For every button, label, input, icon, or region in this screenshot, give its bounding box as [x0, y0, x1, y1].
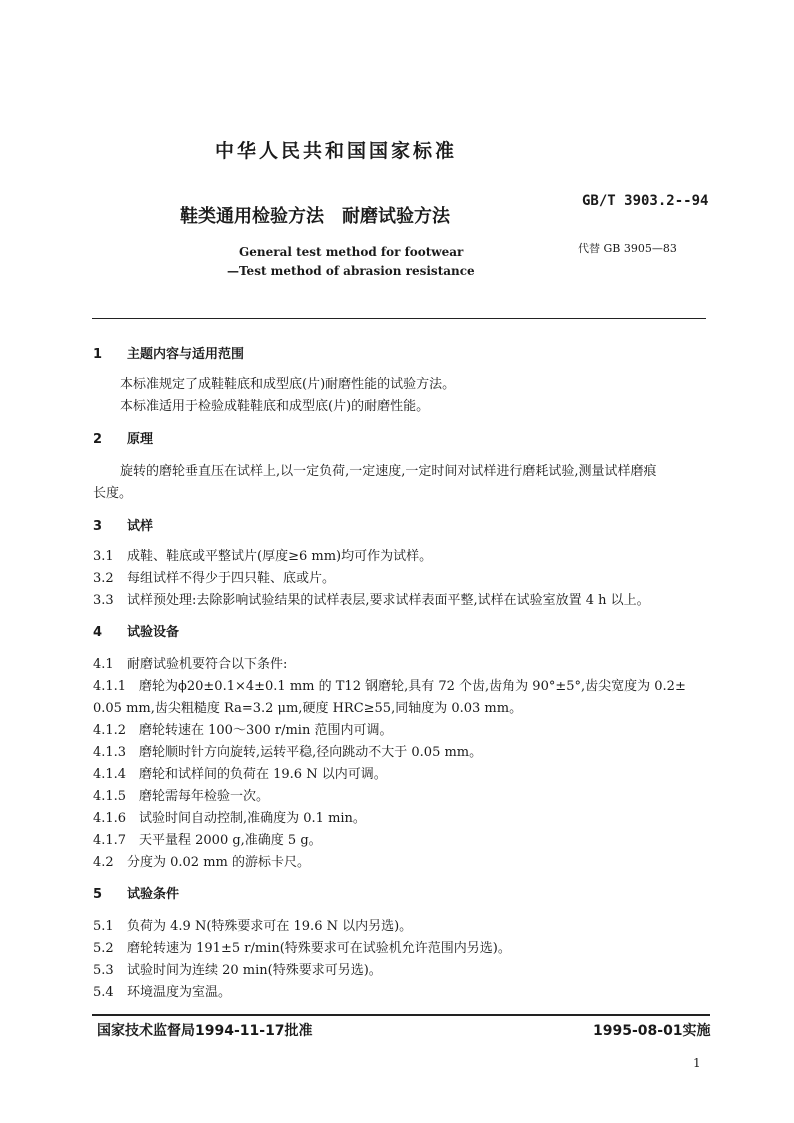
- item-text: 磨轮需每年检验一次。: [139, 789, 270, 804]
- country-title: 中华人民共和国国家标准: [215, 140, 458, 162]
- list-item-continuation: [93, 698, 522, 720]
- title-cn: 鞋类通用检验方法 耐磨试验方法: [180, 206, 450, 227]
- replaces-note: 代替 GB 3905—83: [578, 242, 677, 255]
- item-text: 分度为 0.02 mm 的游标卡尺。: [127, 855, 310, 870]
- list-item: [93, 654, 287, 676]
- list-item: [93, 676, 686, 698]
- section-number: 2: [93, 432, 103, 447]
- item-number: 3.1: [93, 549, 114, 564]
- list-item: [93, 568, 335, 590]
- item-text: 耐磨试验机要符合以下条件:: [127, 657, 288, 672]
- title-en-1: General test method for footwear: [239, 245, 464, 259]
- section-number: 1: [93, 347, 103, 362]
- list-item: [93, 916, 412, 938]
- item-number: 4.1.5: [93, 789, 127, 804]
- item-text: 磨轮顺时针方向旋转,运转平稳,径向跳动不大于 0.05 mm。: [139, 745, 483, 760]
- item-number: 5.1: [93, 919, 114, 934]
- list-item: [93, 830, 322, 852]
- section-number: 4: [93, 625, 103, 640]
- list-item: [93, 982, 231, 1004]
- item-text: 负荷为 4.9 N(特殊要求可在 19.6 N 以内另选)。: [127, 919, 413, 934]
- section-3-heading: [93, 516, 153, 538]
- item-number: 5.3: [93, 963, 114, 978]
- list-item: [93, 938, 511, 960]
- list-item: [93, 808, 366, 830]
- item-text: 磨轮转速为 191±5 r/min(特殊要求可在试验机允许范围内另选)。: [127, 941, 511, 956]
- list-item: [93, 764, 387, 786]
- section-title: 主题内容与适用范围: [127, 347, 245, 362]
- item-number: 5.2: [93, 941, 114, 956]
- item-number: 4.2: [93, 855, 114, 870]
- item-number: 3.3: [93, 593, 114, 608]
- section-title: 试验设备: [127, 625, 180, 640]
- section-4-heading: [93, 622, 179, 644]
- item-text: 成鞋、鞋底或平整试片(厚度≥6 mm)均可作为试样。: [127, 549, 433, 564]
- title-en-2: —Test method of abrasion resistance: [227, 264, 475, 278]
- item-text: 天平量程 2000 g,准确度 5 g。: [139, 833, 322, 848]
- list-item: [93, 960, 382, 982]
- section-1-heading: [93, 344, 244, 366]
- list-item: [93, 720, 392, 742]
- item-text: 磨轮和试样间的负荷在 19.6 N 以内可调。: [139, 767, 387, 782]
- page-number: 1: [693, 1056, 701, 1070]
- header-divider: [92, 318, 706, 319]
- approval-note: 国家技术监督局1994-11-17批准: [97, 1023, 313, 1039]
- item-text: 磨轮转速在 100～300 r/min 范围内可调。: [139, 723, 393, 738]
- section-number: 3: [93, 519, 103, 534]
- paragraph: 本标准规定了成鞋鞋底和成型底(片)耐磨性能的试验方法。: [120, 377, 456, 392]
- section-number: 5: [93, 887, 103, 902]
- item-number: 4.1.2: [93, 723, 127, 738]
- std-number: GB/T 3903.2--94: [582, 193, 709, 209]
- item-text: 试验时间自动控制,准确度为 0.1 min。: [139, 811, 366, 826]
- paragraph: 旋转的磨轮垂直压在试样上,以一定负荷,一定速度,一定时间对试样进行磨耗试验,测量试样磨痕: [120, 464, 657, 479]
- item-text: 0.05 mm,齿尖粗糙度 Ra=3.2 μm,硬度 HRC≥55,同轴度为 0.03 mm。: [93, 701, 523, 716]
- item-number: 4.1: [93, 657, 114, 672]
- list-item: [93, 546, 432, 568]
- section-title: 原理: [127, 432, 154, 447]
- item-text: 磨轮为ϕ20±0.1×4±0.1 mm 的 T12 钢磨轮,具有 72 个齿,齿角为 90°±5°,齿尖宽度为 0.2±: [139, 679, 686, 694]
- item-number: 4.1.3: [93, 745, 127, 760]
- item-number: 4.1.7: [93, 833, 127, 848]
- section-5-heading: [93, 884, 179, 906]
- footer-divider: [92, 1014, 710, 1016]
- item-text: 试验时间为连续 20 min(特殊要求可另选)。: [127, 963, 382, 978]
- list-item: [93, 852, 310, 874]
- item-text: 环境温度为室温。: [127, 985, 232, 1000]
- implementation-date: 1995-08-01实施: [593, 1023, 711, 1039]
- item-number: 4.1.4: [93, 767, 127, 782]
- item-number: 5.4: [93, 985, 114, 1000]
- paragraph: 长度。: [93, 486, 133, 501]
- section-title: 试验条件: [127, 887, 180, 902]
- list-item: [93, 786, 269, 808]
- section-2-heading: [93, 429, 153, 451]
- item-number: 3.2: [93, 571, 114, 586]
- paragraph: 本标准适用于检验成鞋鞋底和成型底(片)的耐磨性能。: [120, 399, 430, 414]
- list-item: [93, 590, 650, 612]
- item-text: 每组试样不得少于四只鞋、底或片。: [127, 571, 336, 586]
- section-title: 试样: [127, 519, 154, 534]
- item-number: 4.1.1: [93, 679, 127, 694]
- item-number: 4.1.6: [93, 811, 127, 826]
- item-text: 试样预处理:去除影响试验结果的试样表层,要求试样表面平整,试样在试验室放置 4 h 以上。: [127, 593, 650, 608]
- list-item: [93, 742, 482, 764]
